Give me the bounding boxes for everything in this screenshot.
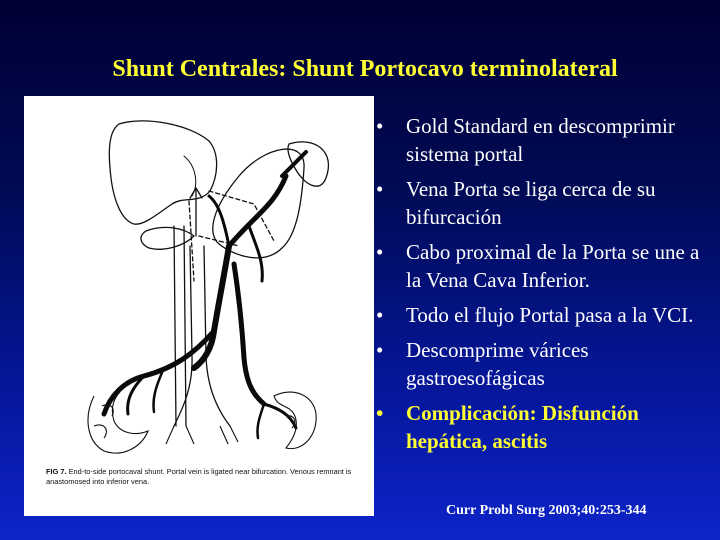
- colon-left-outline: [88, 392, 148, 453]
- bullet-text: Cabo proximal de la Porta se une a la Vena Cava Inferior.: [406, 240, 700, 292]
- slide-title: Shunt Centrales: Shunt Portocavo terminolateral: [112, 56, 618, 82]
- citation: Curr Probl Surg 2003;40:253-344: [446, 503, 647, 518]
- bullet-text: Vena Porta se liga cerca de su bifurcación: [406, 177, 656, 229]
- portal-vein: [194, 246, 229, 368]
- portocaval-shunt-illustration: [24, 96, 374, 461]
- bullet-item: [376, 336, 710, 392]
- aorta: [174, 246, 192, 426]
- bullet-text: Descomprime várices gastroesofágicas: [406, 338, 589, 390]
- figure-caption: [46, 467, 368, 487]
- bullet-marker: •: [376, 401, 384, 425]
- figure-caption-text: End-to-side portocaval shunt. Portal vein is ligated near bifurcation. Venous remnant is anastomosed into inferior vena.: [46, 467, 352, 486]
- bullet-item: [376, 112, 710, 168]
- bullet-item-highlight: [376, 399, 710, 455]
- anatomy-figure: [24, 96, 374, 516]
- bullet-item: [376, 175, 710, 231]
- bullet-text: Todo el flujo Portal pasa a la VCI.: [406, 303, 694, 327]
- bullet-marker: •: [376, 114, 384, 138]
- bullet-marker: •: [376, 303, 384, 327]
- figure-caption-label: FIG 7.: [46, 467, 67, 476]
- superior-mesenteric-vein: [104, 331, 214, 414]
- bullet-marker: •: [376, 338, 384, 362]
- bullet-text: Complicación: Disfunción hepática, ascitis: [406, 401, 639, 453]
- bullet-marker: •: [376, 240, 384, 264]
- bullet-list: [376, 112, 710, 462]
- inferior-vena-cava: [174, 226, 176, 426]
- bullet-text: Gold Standard en descomprimir sistema portal: [406, 114, 675, 166]
- bullet-item: [376, 301, 710, 329]
- bullet-item: [376, 238, 710, 294]
- liver-outline: [109, 121, 216, 224]
- bullet-marker: •: [376, 177, 384, 201]
